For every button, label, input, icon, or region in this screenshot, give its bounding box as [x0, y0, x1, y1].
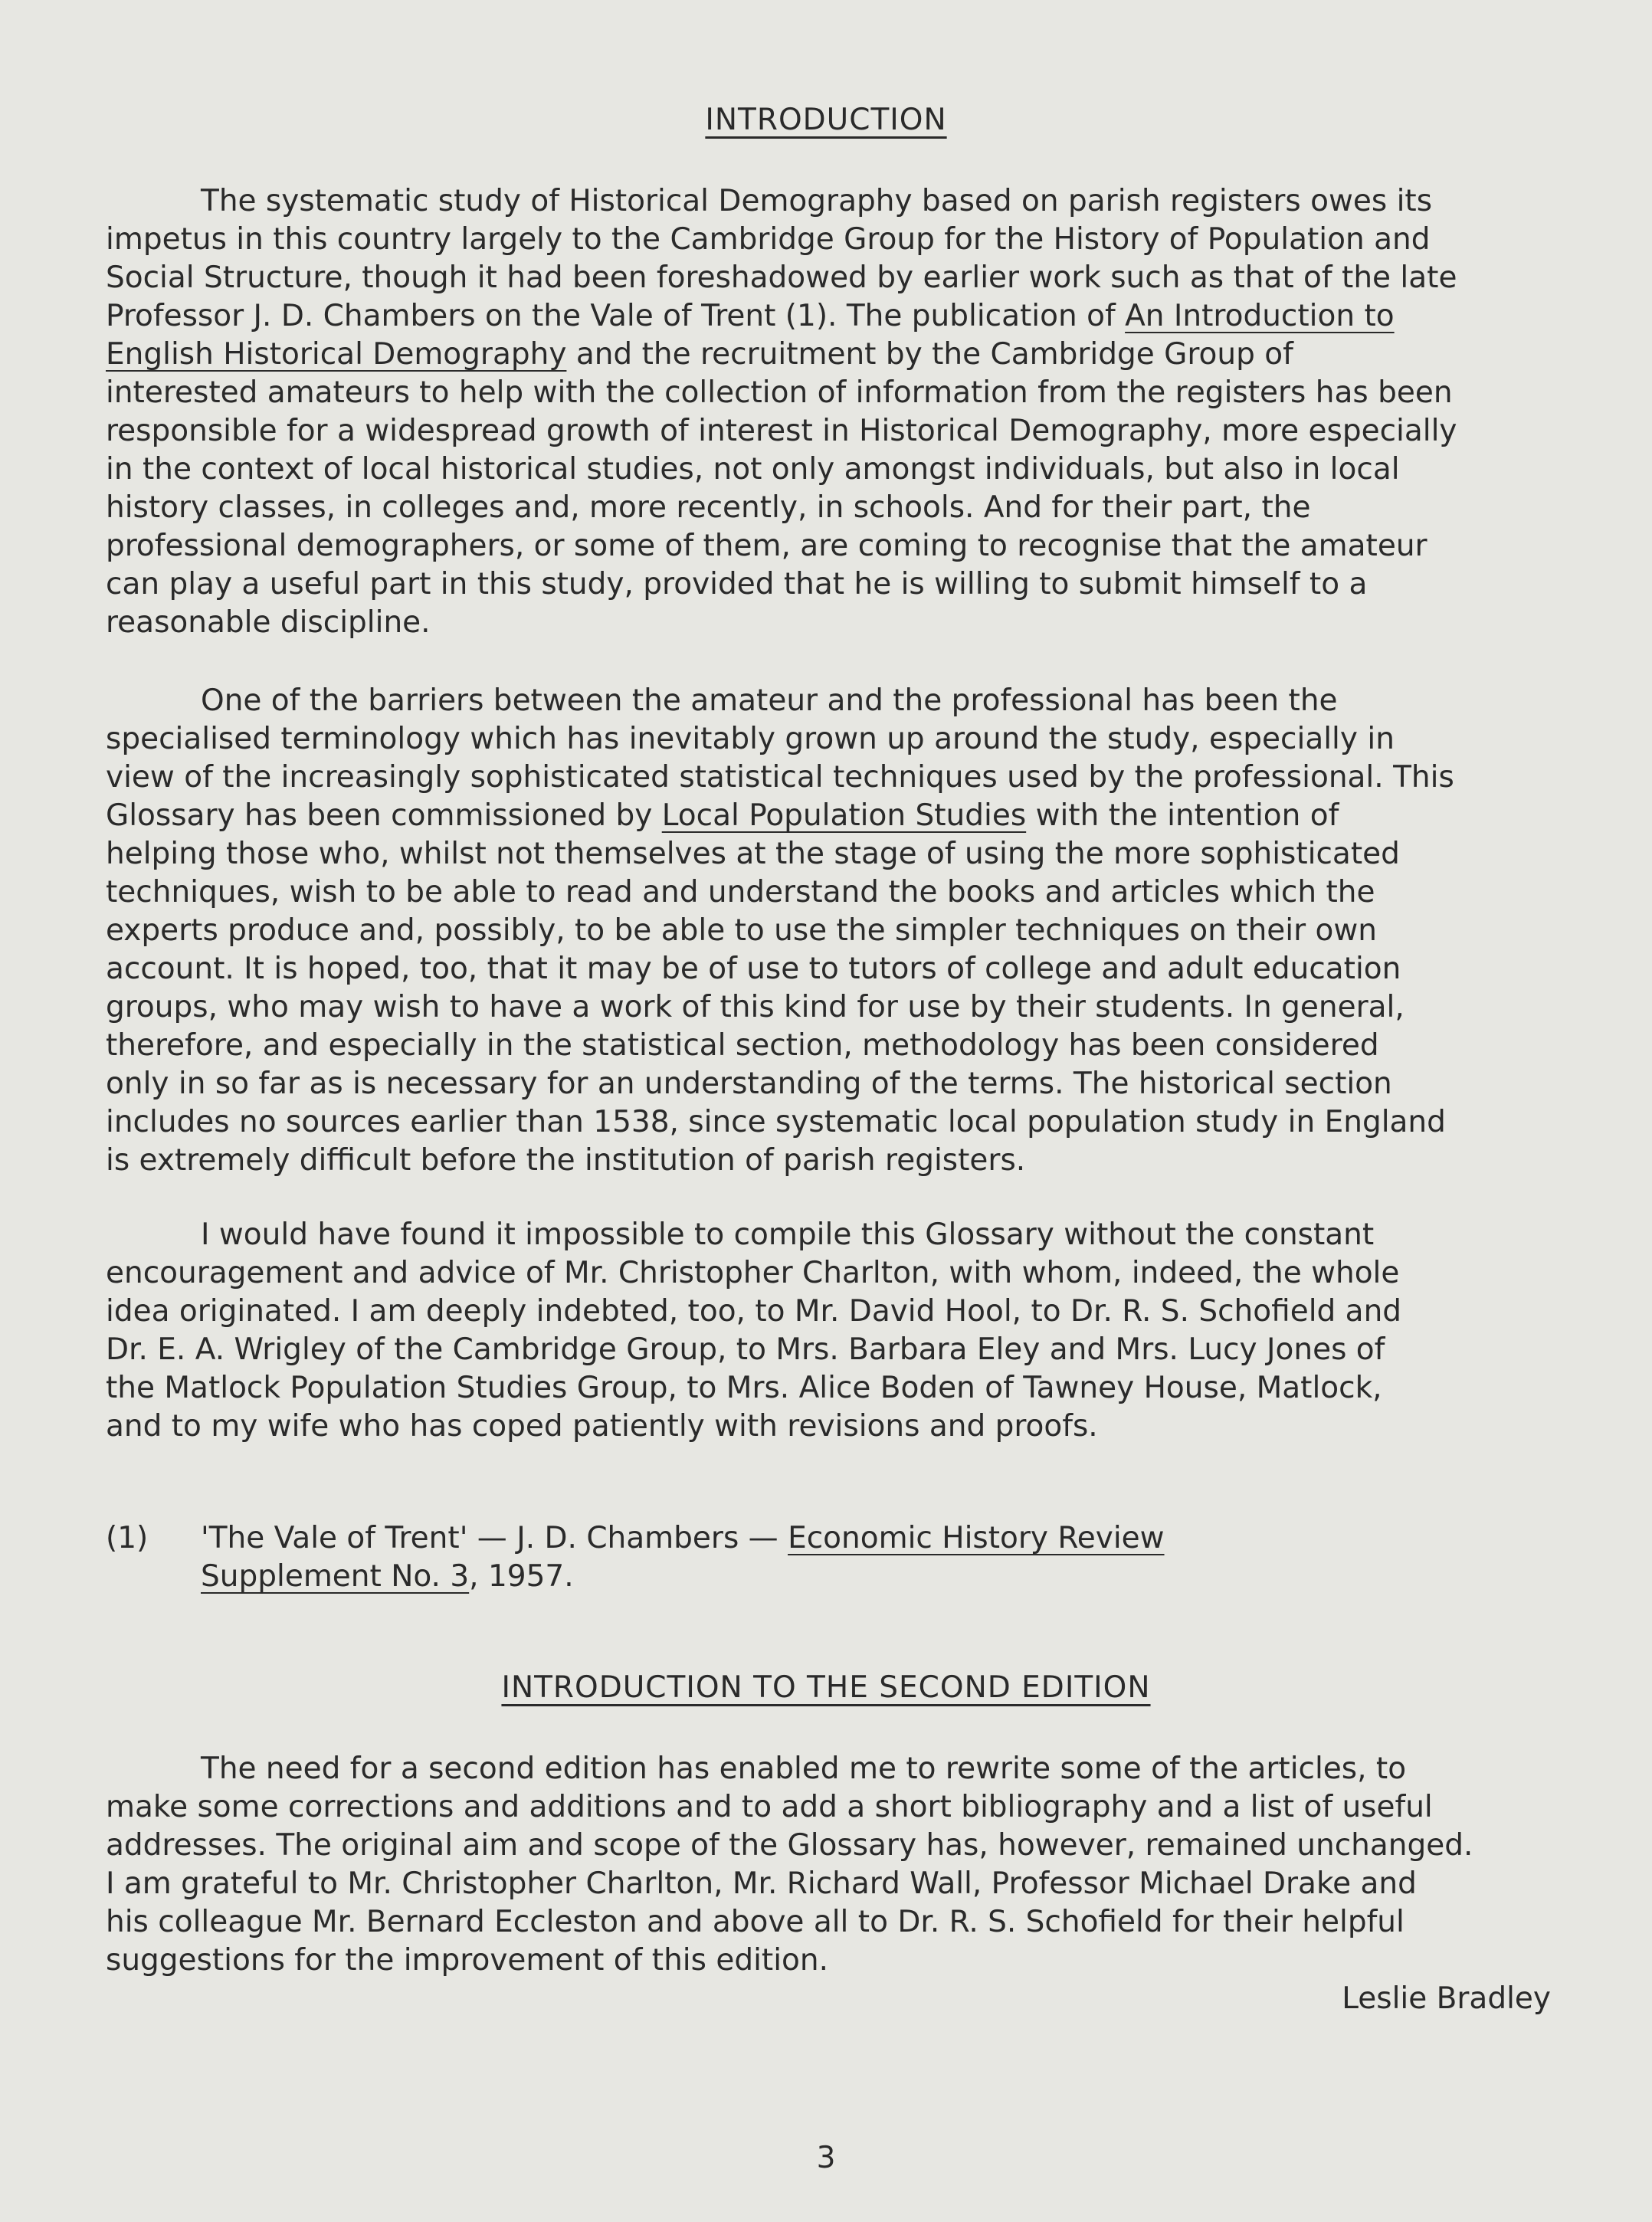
text-line: and to my wife who has coped patiently with revisions and proofs.	[106, 1409, 1098, 1444]
book-title-underlined: An Introduction to	[1125, 299, 1395, 333]
text-line	[106, 336, 1551, 374]
introduction-heading	[0, 103, 1652, 137]
text-segment: with the intention of	[1026, 798, 1339, 833]
footnote-marker: (1)	[106, 1521, 149, 1555]
text-line: therefore, and especially in the statistical section, methodology has been considered	[106, 1028, 1379, 1063]
second-edition-heading-text: INTRODUCTION TO THE SECOND EDITION	[501, 1670, 1151, 1705]
text-line: includes no sources earlier than 1538, since systematic local population study in England	[106, 1105, 1446, 1139]
text-line: The need for a second edition has enabled me to rewrite some of the articles, to	[201, 1752, 1407, 1786]
text-line: only in so far as is necessary for an understanding of the terms. The historical section	[106, 1067, 1392, 1101]
introduction-paragraph-3	[106, 1216, 1551, 1446]
text-line: the Matlock Population Studies Group, to Mrs. Alice Boden of Tawney House, Matlock,	[106, 1371, 1382, 1405]
introduction-heading-text: INTRODUCTION	[705, 103, 947, 137]
text-line: specialised terminology which has inevitably grown up around the study, especially in	[106, 722, 1395, 756]
text-line: Social Structure, though it had been foreshadowed by earlier work such as that of the late	[106, 261, 1457, 295]
text-line: One of the barriers between the amateur and the professional has been the	[201, 683, 1338, 718]
text-line: his colleague Mr. Bernard Eccleston and above all to Dr. R. S. Schofield for their helpful	[106, 1905, 1405, 1939]
text-line: can play a useful part in this study, provided that he is willing to submit himself to a	[106, 567, 1368, 601]
text-line	[106, 297, 1551, 336]
text-line: history classes, in colleges and, more recently, in schools. And for their part, the	[106, 490, 1311, 525]
text-line: groups, who may wish to have a work of this kind for use by their students. In general,	[106, 990, 1405, 1024]
text-line: reasonable discipline.	[106, 605, 431, 640]
footnote-text-line	[201, 1519, 1165, 1558]
text-line: experts produce and, possibly, to be able to use the simpler techniques on their own	[106, 913, 1378, 948]
footnote-line-2	[106, 1558, 1551, 1596]
text-segment: Glossary has been commissioned by	[106, 798, 662, 833]
footnote	[106, 1519, 1551, 1596]
introduction-paragraph-2	[106, 682, 1551, 1180]
text-segment: Professor J. D. Chambers on the Vale of Trent (1). The publication of	[106, 299, 1126, 333]
text-line: account. It is hoped, too, that it may be of use to tutors of college and adult education	[106, 952, 1401, 986]
text-line: Dr. E. A. Wrigley of the Cambridge Group, to Mrs. Barbara Eley and Mrs. Lucy Jones of	[106, 1332, 1385, 1367]
text-segment: , 1957.	[469, 1559, 574, 1594]
journal-title-underlined: Local Population Studies	[661, 798, 1027, 833]
text-line: make some corrections and additions and to add a short bibliography and a list of useful	[106, 1790, 1433, 1824]
text-line: techniques, wish to be able to read and understand the books and articles which the	[106, 875, 1375, 909]
text-line: I am grateful to Mr. Christopher Charlton, Mr. Richard Wall, Professor Michael Drake and	[106, 1866, 1417, 1901]
introduction-paragraph-1	[106, 182, 1551, 642]
footnote-line-1	[106, 1519, 1551, 1558]
text-line: professional demographers, or some of them, are coming to recognise that the amateur	[106, 529, 1427, 563]
text-segment: and the recruitment by the Cambridge Group of	[566, 337, 1293, 372]
second-edition-paragraph	[106, 1750, 1551, 2018]
text-line: idea originated. I am deeply indebted, too, to Mr. David Hool, to Dr. R. S. Schofield and	[106, 1294, 1402, 1329]
page-number: 3	[816, 2141, 836, 2175]
text-segment: 'The Vale of Trent' — J. D. Chambers —	[201, 1521, 788, 1555]
journal-title-underlined: Economic History Review	[788, 1521, 1165, 1555]
text-line: addresses. The original aim and scope of the Glossary has, however, remained unchanged.	[106, 1828, 1473, 1863]
signature: Leslie Bradley	[1342, 1981, 1551, 2016]
text-line	[106, 797, 1551, 835]
book-title-underlined: English Historical Demography	[106, 337, 567, 372]
text-line: The systematic study of Historical Demography based on parish registers owes its	[201, 184, 1433, 218]
text-line: interested amateurs to help with the collection of information from the registers has been	[106, 375, 1453, 410]
text-line: impetus in this country largely to the Cambridge Group for the History of Population and	[106, 222, 1431, 257]
text-line: suggestions for the improvement of this edition.	[106, 1943, 829, 1978]
text-line: is extremely difficult before the institution of parish registers.	[106, 1143, 1026, 1178]
text-line: I would have found it impossible to compile this Glossary without the constant	[201, 1218, 1375, 1252]
journal-title-underlined: Supplement No. 3	[201, 1559, 470, 1594]
text-line: in the context of local historical studies, not only amongst individuals, but also in local	[106, 452, 1400, 487]
text-line: helping those who, whilst not themselves at the stage of using the more sophisticated	[106, 837, 1400, 871]
text-line: responsible for a widespread growth of interest in Historical Demography, more especially	[106, 414, 1457, 448]
text-line: view of the increasingly sophisticated statistical techniques used by the professional. This	[106, 760, 1454, 795]
second-edition-heading	[0, 1670, 1652, 1705]
text-line: encouragement and advice of Mr. Christopher Charlton, with whom, indeed, the whole	[106, 1256, 1400, 1290]
